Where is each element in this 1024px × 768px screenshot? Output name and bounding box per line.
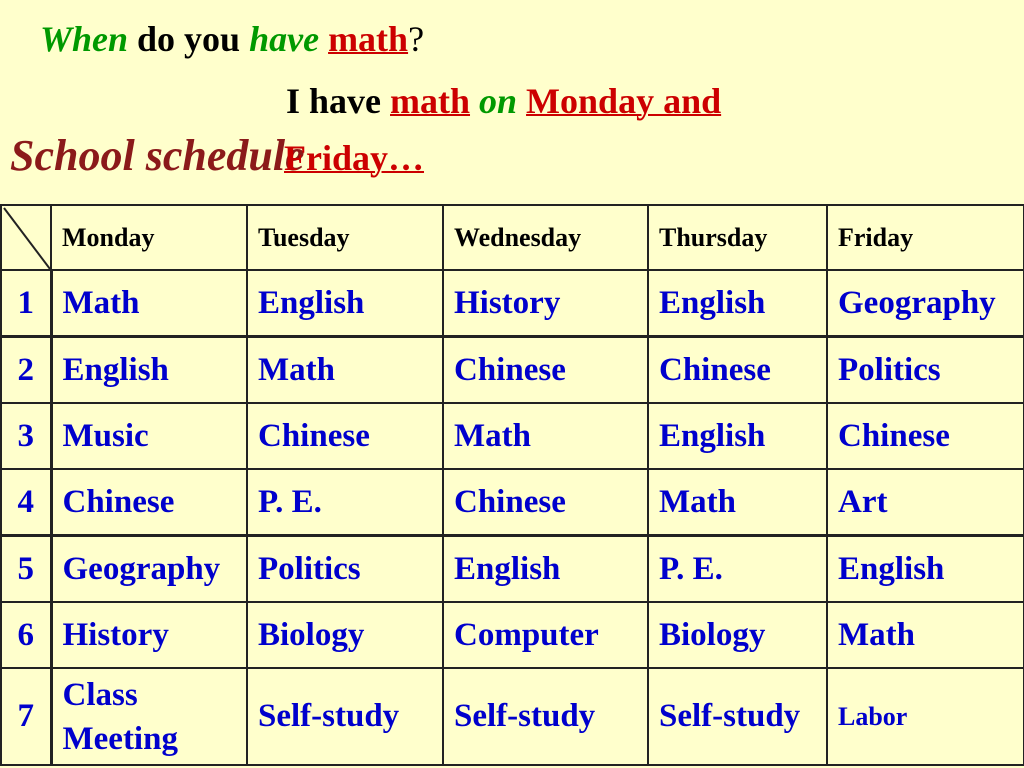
subject-cell: English [648,270,827,337]
answer-line [286,80,721,122]
subject-cell: Chinese [827,403,1024,469]
subject-cell: Chinese [443,469,648,536]
answer-math: math [390,81,471,121]
header-tuesday: Tuesday [247,205,443,270]
subject-cell: Music [51,403,247,469]
subject-cell: Chinese [51,469,247,536]
question-line [40,18,424,60]
period-number: 6 [1,602,51,668]
subject-cell: Labor [827,668,1024,765]
period-number: 7 [1,668,51,765]
subject-cell: Math [648,469,827,536]
subject-cell: Math [443,403,648,469]
question-have: have [249,19,320,59]
subject-cell: English [443,536,648,603]
subject-cell: P. E. [247,469,443,536]
table-row [1,270,1024,337]
subject-cell: Art [827,469,1024,536]
subject-cell: P. E. [648,536,827,603]
header-friday: Friday [827,205,1024,270]
subject-cell: Class Meeting [51,668,247,765]
subject-cell: Chinese [648,337,827,404]
period-number: 1 [1,270,51,337]
table-row [1,668,1024,765]
subject-cell: English [648,403,827,469]
subject-cell: Self-study [648,668,827,765]
subject-cell: Geography [51,536,247,603]
answer-friday: Friday… [284,138,424,178]
answer-on: on [479,81,518,121]
subject-cell: Chinese [247,403,443,469]
question-mark: ? [408,19,425,59]
corner-cell [1,205,51,270]
subject-cell: English [827,536,1024,603]
table-row [1,337,1024,404]
subject-cell: Self-study [247,668,443,765]
page-title: School schedule [10,131,305,180]
question-when: When [40,19,129,59]
subject-cell: Computer [443,602,648,668]
answer-days: Monday and [526,81,722,121]
subject-cell: Math [51,270,247,337]
table-row [1,469,1024,536]
answer-line-continued [284,137,424,179]
subject-cell: Biology [247,602,443,668]
subject-cell: Politics [827,337,1024,404]
subject-cell: Self-study [443,668,648,765]
question-do-you: do you [137,19,241,59]
period-number: 2 [1,337,51,404]
subject-cell: Chinese [443,337,648,404]
subject-cell: History [51,602,247,668]
header-wednesday: Wednesday [443,205,648,270]
subject-cell: Biology [648,602,827,668]
answer-i-have: I have [286,81,382,121]
diagonal-divider [2,206,51,269]
period-number: 4 [1,469,51,536]
header-row [1,205,1024,270]
subject-cell: Math [827,602,1024,668]
subject-cell: Politics [247,536,443,603]
subject-cell: Geography [827,270,1024,337]
schedule-table [0,204,1024,766]
subject-cell: English [51,337,247,404]
table-row [1,403,1024,469]
period-number: 3 [1,403,51,469]
header-monday: Monday [51,205,247,270]
subject-cell: English [247,270,443,337]
subject-cell: History [443,270,648,337]
table-row [1,602,1024,668]
header-thursday: Thursday [648,205,827,270]
subject-cell: Math [247,337,443,404]
question-math: math [328,19,409,59]
table-row [1,536,1024,603]
period-number: 5 [1,536,51,603]
